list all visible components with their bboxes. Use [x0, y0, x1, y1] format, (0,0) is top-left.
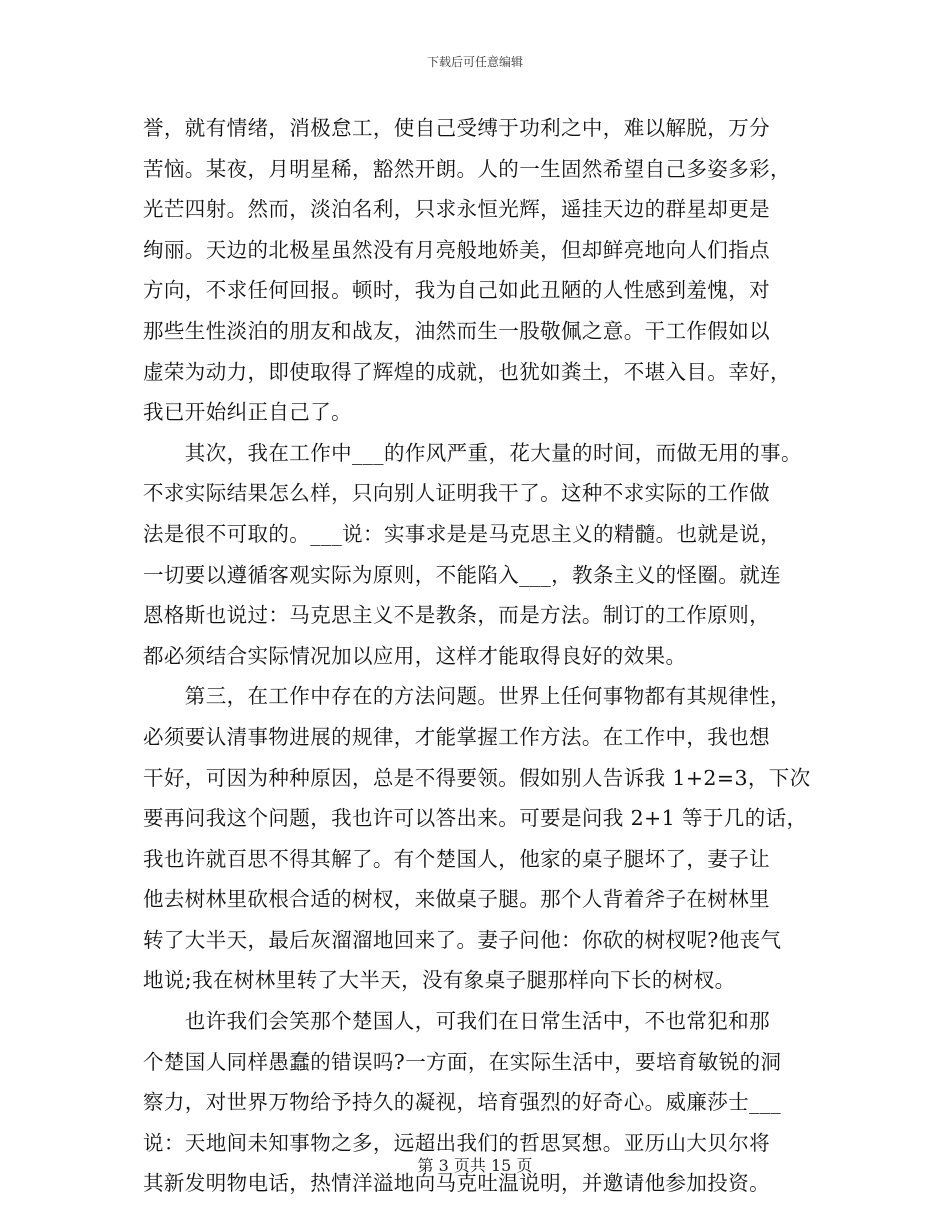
text-line: 方向，不求任何回报。顿时，我为自己如此丑陋的人性感到羞愧，对: [143, 278, 770, 303]
text-line: 个楚国人同样愚蠢的错误吗?一方面，在实际生活中，要培育敏锐的洞: [143, 1049, 782, 1074]
text-line: 其新发明物电话，热情洋溢地向马克吐温说明，并邀请他参加投资。: [143, 1171, 770, 1196]
text-line: 法是很不可取的。___说：实事求是是马克思主义的精髓。也就是说，: [143, 521, 782, 546]
text-line: 苦恼。某夜，月明星稀，豁然开朗。人的一生固然希望自己多姿多彩，: [143, 156, 791, 181]
text-line: 第三，在工作中存在的方法问题。世界上任何事物都有其规律性，: [143, 684, 791, 709]
text-line: 干好，可因为种种原因，总是不得要领。假如别人告诉我 1+2=3，下次: [143, 765, 811, 790]
text-line: 察力，对世界万物给予持久的凝视，培育强烈的好奇心。威廉莎士___: [143, 1090, 782, 1115]
text-line: 誉，就有情绪，消极怠工，使自己受缚于功利之中，难以解脱，万分: [143, 116, 770, 140]
text-line: 转了大半天，最后灰溜溜地回来了。妻子问他：你砍的树杈呢?他丧气: [143, 927, 782, 952]
text-line: 要再问我这个问题，我也许可以答出来。可要是问我 2+1 等于几的话，: [143, 806, 808, 831]
text-line: 也许我们会笑那个楚国人，可我们在日常生活中，不也常犯和那: [143, 1009, 770, 1034]
text-line: 必须要认清事物进展的规律，才能掌握工作方法。在工作中，我也想: [143, 724, 770, 749]
text-line: 不求实际结果怎么样，只向别人证明我干了。这种不求实际的工作做: [143, 481, 770, 506]
text-line: 光芒四射。然而，淡泊名利，只求永恒光辉，遥挂天边的群星却更是: [143, 197, 770, 222]
text-line: 他去树林里砍根合适的树杈，来做桌子腿。那个人背着斧子在树林里: [143, 887, 770, 912]
text-line: 说：天地间未知事物之多，远超出我们的哲思冥想。亚历山大贝尔将: [143, 1130, 770, 1155]
text-line: 我已开始纠正自己了。: [143, 400, 352, 425]
document-body: [143, 108, 823, 1204]
page-header: 下载后可任意编辑: [426, 55, 523, 69]
page-number: 第 3 页共 15 页: [417, 1156, 533, 1175]
text-line: 地说;我在树林里转了大半天，没有象桌子腿那样向下长的树杈。: [143, 968, 736, 993]
text-line: 虚荣为动力，即使取得了辉煌的成就，也犹如粪土，不堪入目。幸好，: [143, 359, 791, 384]
text-line: 我也许就百思不得其解了。有个楚国人，他家的桌子腿坏了，妻子让: [143, 846, 770, 871]
text-line: 都必须结合实际情况加以应用，这样才能取得良好的效果。: [143, 643, 687, 668]
text-line: 那些生性淡泊的朋友和战友，油然而生一股敬佩之意。干工作假如以: [143, 318, 770, 343]
text-line: 其次，我在工作中___的作风严重，花大量的时间，而做无用的事。: [143, 440, 802, 465]
text-line: 绚丽。天边的北极星虽然没有月亮般地娇美，但却鲜亮地向人们指点: [143, 237, 770, 262]
text-line: 恩格斯也说过：马克思主义不是教条，而是方法。制订的工作原则，: [143, 603, 770, 628]
text-line: 一切要以遵循客观实际为原则，不能陷入___，教条主义的怪圈。就连: [143, 562, 782, 587]
